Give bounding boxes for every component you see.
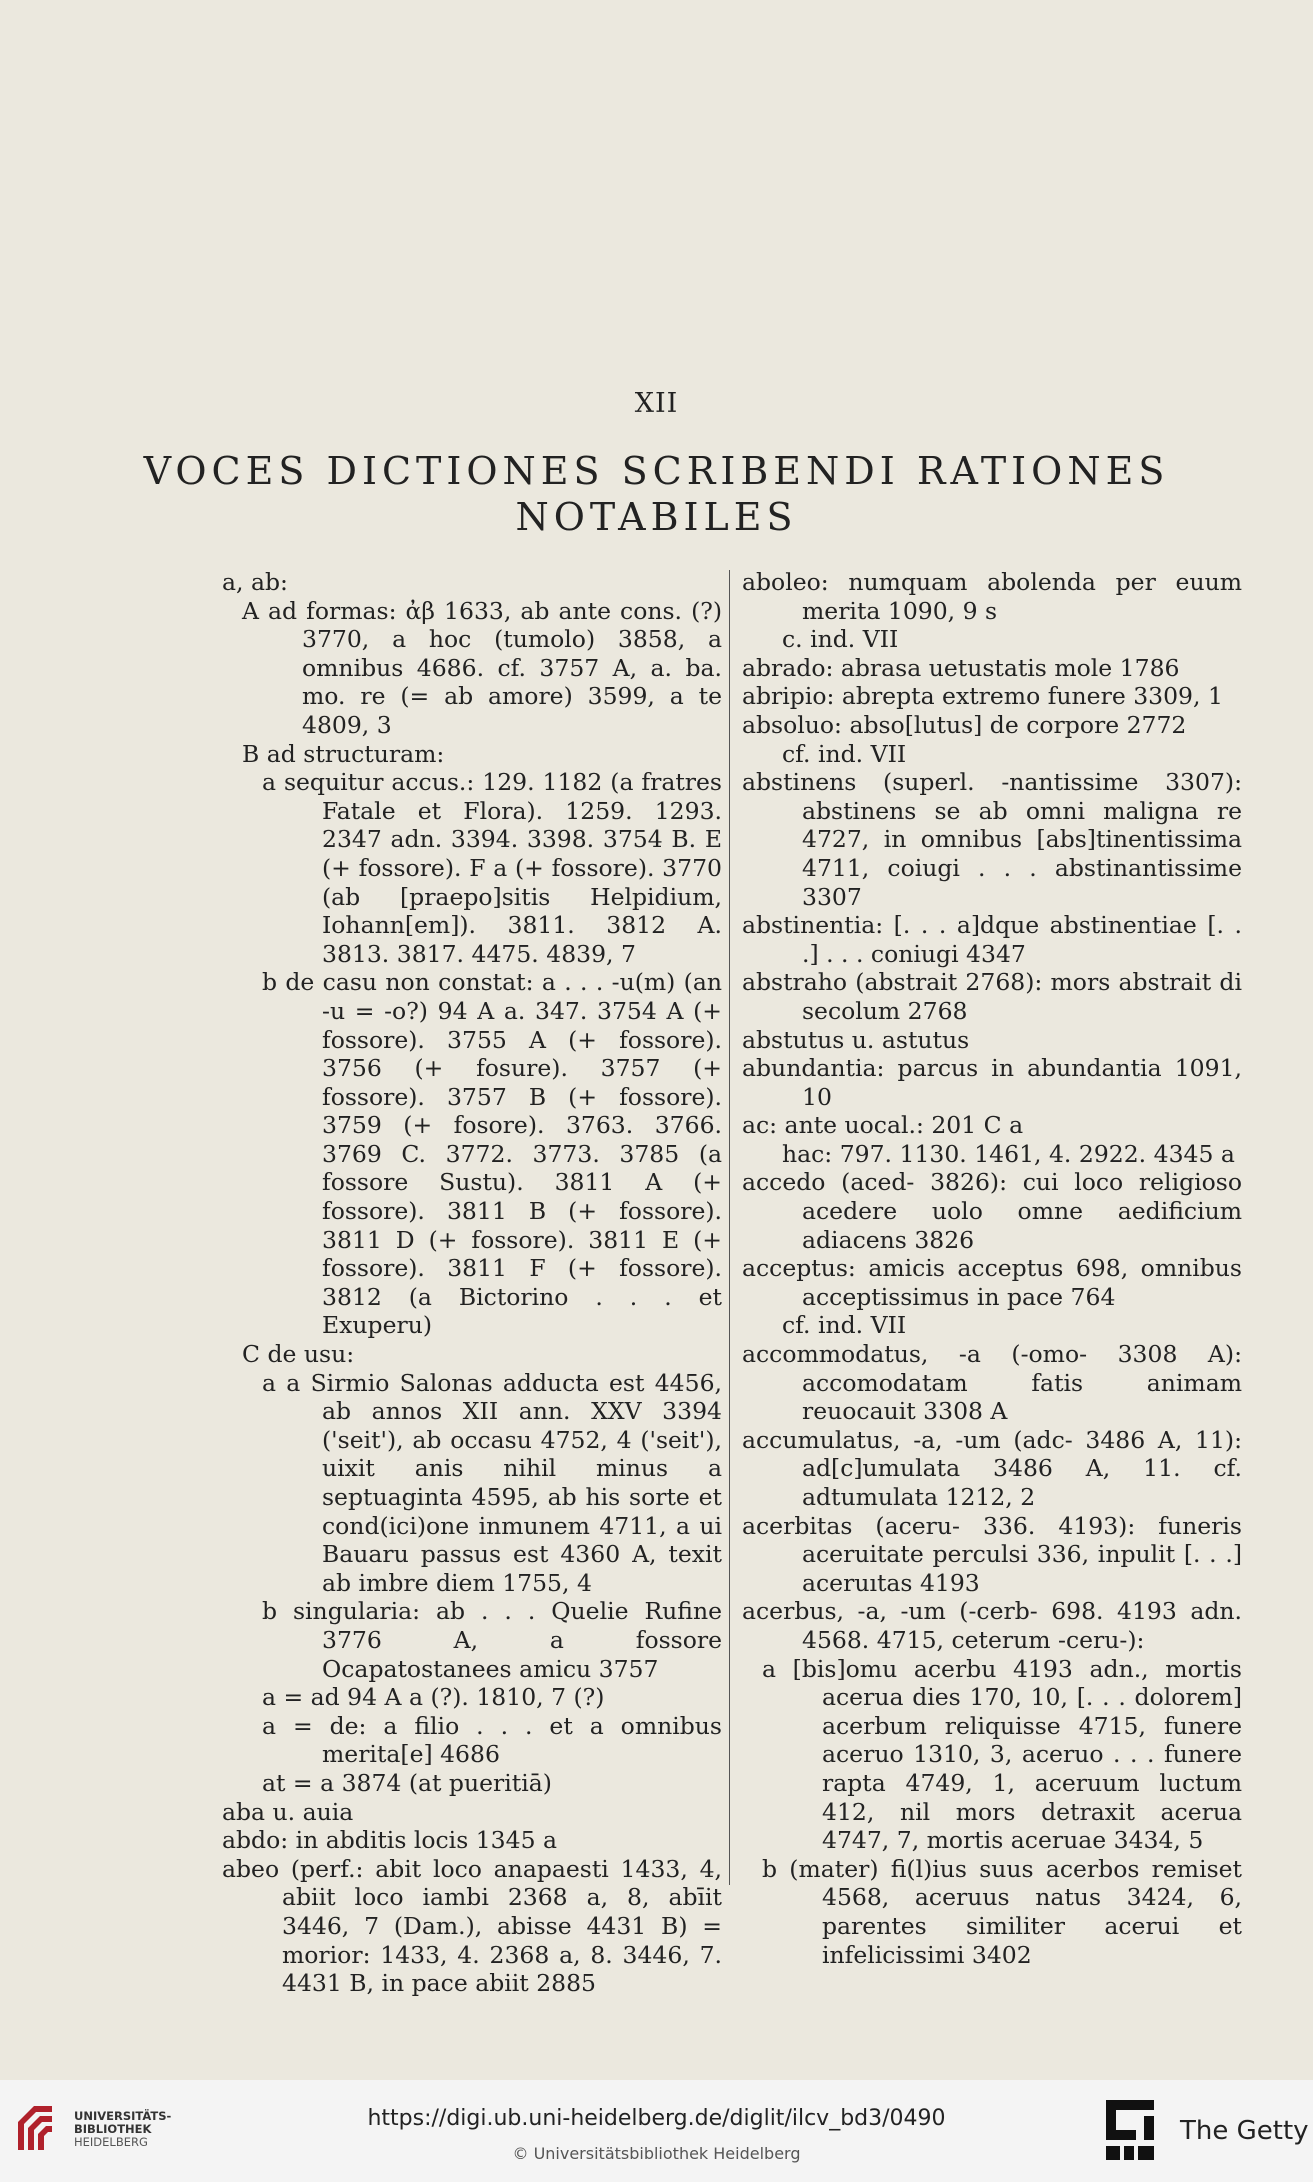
entry-a-ab-C-a: a a Sirmio Salonas adducta est 4456, ab annos XII ann. XXV 3394 ('seit'), ab occasu 4752, 4 ('seit'), uixit anis nihil minus a septuaginta 4595, ab his sorte et cond(ici)one inmunem 4711, a ui Bauaru passus est 4360 A, texit ab imbre diem 1755, 4: [262, 1368, 722, 1597]
entry-accumulatus: accumulatus, -a, -um (adc- 3486 A, 11): ad[c]umulata 3486 A, 11. cf. adtumulata 1212, 2: [742, 1425, 1242, 1511]
permalink-url[interactable]: https://digi.ub.uni-heidelberg.de/diglit/ilcv_bd3/0490: [367, 2106, 946, 2131]
entry-abrado: abrado: abrasa uetustatis mole 1786: [742, 653, 1180, 682]
entry-a-ab-B: B ad structuram:: [242, 739, 445, 768]
page-number: XII: [634, 388, 679, 419]
entry-abstinentia: abstinentia: [. . . a]dque abstinentiae [. . .] . . . coniugi 4347: [742, 911, 1242, 968]
entry-abstraho: abstraho (abstrait 2768): mors abstrait di secolum 2768: [742, 968, 1242, 1025]
getty-label: The Getty: [1180, 2116, 1309, 2146]
section-title-line-2: NOTABILES: [515, 495, 798, 539]
section-title-line-1: VOCES DICTIONES SCRIBENDI RATIONES: [143, 449, 1170, 493]
section-title: [0, 448, 1313, 540]
column-divider: [729, 570, 730, 1885]
entry-abundantia: abundantia: parcus in abundantia 1091, 10: [742, 1054, 1242, 1111]
library-line-1: UNIVERSITÄTS-: [74, 2109, 172, 2123]
entry-acerbus-b: b (mater) fi(l)ius suus acerbos remiset 4568, aceruus natus 3424, 6, parentes similiter acerui et infelicissimi 3402: [762, 1854, 1242, 1969]
entry-a-ab-C: C de usu:: [242, 1340, 355, 1369]
entry-acerbus-a: a [bis]omu acerbu 4193 adn., mortis acerua dies 170, 10, [. . . dolorem] acerbum reliquisse 4715, funere aceruo 1310, 3, aceruo . . . funere rapta 4749, 1, aceruum luctum 412, nil mors detraxit acerua 4747, 7, mortis aceruae 3434, 5: [762, 1654, 1242, 1855]
entry-hac: hac: 797. 1130. 1461, 4. 2922. 4345 a: [782, 1139, 1235, 1168]
entry-acerbitas: acerbitas (aceru- 336. 4193): funeris aceruitate perculsi 336, inpulit [. . .] aceruıtas 4193: [742, 1511, 1242, 1597]
entry-at-a: at = a 3874 (at pueritiā): [262, 1768, 552, 1797]
entry-a-ab-A: A ad formas: ἀβ 1633, ab ante cons. (?) 3770, a hoc (tumolo) 3858, a omnibus 4686. cf. 3757 A, a. ba. mo. re (= ab amore) 3599, a te 4809, 3: [242, 596, 722, 739]
footer-bar: [0, 2080, 1313, 2182]
entry-acceptus-ref: cf. ind. VII: [782, 1311, 907, 1340]
entry-a-ab-C-b: b singularia: ab . . . Quelie Rufine 3776 A, a fossore Ocapatostanees amicu 3757: [262, 1597, 722, 1683]
entry-ac: ac: ante uocal.: 201 C a: [742, 1111, 1024, 1140]
entry-a-ad: a = ad 94 A a (?). 1810, 7 (?): [262, 1683, 605, 1712]
left-column: [222, 568, 722, 1998]
entry-a-ab-B-b: b de casu non constat: a . . . -u(m) (an -u = -o?) 94 A a. 347. 3754 A (+ fossore). 3755 A (+ fossore). 3756 (+ fosure). 3757 (+ fossore). 3757 B (+ fossore). 3759 (+ fosore). 3763. 3766. 3769 C. 3772. 3773. 3785 (a fossore Sustu). 3811 A (+ fossore). 3811 B (+ fossore). 3811 D (+ fossore). 3811 E (+ fossore). 3811 F (+ fossore). 3812 (a Bictorino . . . et Exuperu): [262, 968, 722, 1340]
right-column: [742, 568, 1242, 1969]
entry-absoluo: absoluo: abso[lutus] de corpore 2772: [742, 710, 1187, 739]
entry-acceptus: acceptus: amicis acceptus 698, omnibus acceptissimus in pace 764: [742, 1254, 1242, 1311]
getty-logo-icon: [1104, 2098, 1156, 2162]
copyright-notice: © Universitätsbibliothek Heidelberg: [512, 2144, 801, 2163]
entry-absoluo-ref: cf. ind. VII: [782, 739, 907, 768]
library-line-3: HEIDELBERG: [74, 2135, 148, 2149]
entry-abripio: abripio: abrepta extremo funere 3309, 1: [742, 682, 1223, 711]
entry-abdo: abdo: in abditis locis 1345 a: [222, 1826, 558, 1855]
entry-a-ab-B-a: a sequitur accus.: 129. 1182 (a fratres Fatale et Flora). 1259. 1293. 2347 adn. 3394. 3398. 3754 B. E (+ fossore). F a (+ fossore). 3770 (ab [praepo]sitis Helpidium, Iohann[em]). 3811. 3812 A. 3813. 3817. 4475. 4839, 7: [262, 768, 722, 968]
entry-a-ab: a, ab:: [222, 568, 288, 596]
entry-acerbus: acerbus, -a, -um (-cerb- 698. 4193 adn. 4568. 4715, ceterum -ceru-):: [742, 1597, 1242, 1654]
entry-a-de: a = de: a filio . . . et a omnibus merita[e] 4686: [262, 1711, 722, 1769]
library-line-2: BIBLIOTHEK: [74, 2122, 152, 2136]
entry-aboleo: aboleo: numquam abolenda per euum merita 1090, 9 s: [742, 568, 1242, 625]
entry-accommodatus: accommodatus, -a (-omo- 3308 A): accomodatam fatis animam reuocauit 3308 A: [742, 1340, 1242, 1426]
entry-accedo: accedo (aced- 3826): cui loco religioso acedere uolo omne aedificium adiacens 3826: [742, 1168, 1242, 1254]
entry-abeo: abeo (perf.: abit loco anapaesti 1433, 4, abiit loco iambi 2368 a, 8, abīit 3446, 7 (Dam.), abisse 4431 B) = morior: 1433, 4. 2368 a, 8. 3446, 7. 4431 B, in pace abiit 2885: [222, 1854, 722, 1998]
entry-aboleo-ref: c. ind. VII: [782, 625, 899, 654]
entry-abstutus: abstutus u. astutus: [742, 1025, 970, 1054]
entry-aba: aba u. auia: [222, 1797, 354, 1826]
entry-abstinens: abstinens (superl. -nantissime 3307): abstinens se ab omni maligna re 4727, in omnibus [abs]tinentissima 4711, coiugi . . . abstinantissime 3307: [742, 768, 1242, 911]
